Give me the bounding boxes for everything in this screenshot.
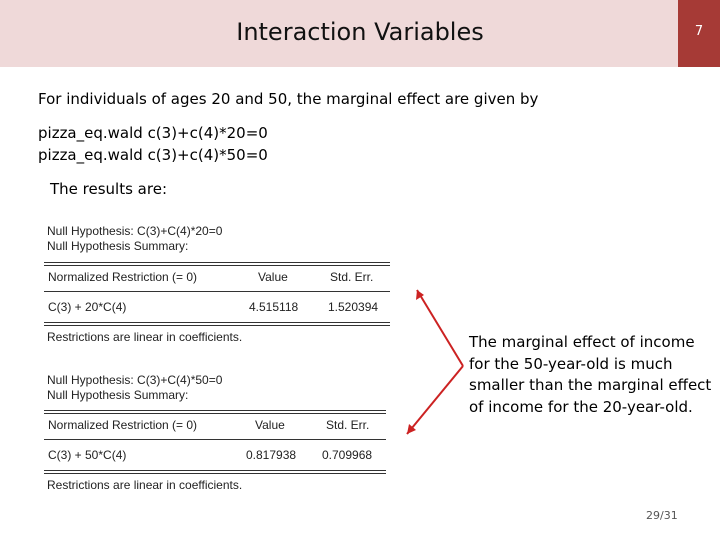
stderr-cell: 0.709968	[322, 448, 373, 462]
restriction-note: Restrictions are linear in coefficients.	[47, 330, 243, 344]
value-cell: 4.515118	[249, 300, 299, 314]
stderr-cell: 1.520394	[328, 300, 379, 314]
code-line-2: pizza_eq.wald c(3)+c(4)*50=0	[38, 146, 268, 164]
table-rule	[44, 262, 390, 263]
table-rule	[44, 325, 390, 326]
hypothesis-summary-label: Null Hypothesis Summary:	[47, 239, 189, 253]
restriction-cell: C(3) + 20*C(4)	[48, 300, 127, 314]
arrow-to-table-2	[407, 366, 463, 434]
null-hypothesis: Null Hypothesis: C(3)+C(4)*20=0	[47, 224, 223, 238]
results-label: The results are:	[50, 180, 167, 198]
restriction-cell: C(3) + 50*C(4)	[48, 448, 127, 462]
table-rule	[44, 265, 390, 266]
column-header-stderr: Std. Err.	[330, 270, 374, 284]
page-number: 7	[694, 24, 704, 39]
column-header-value: Value	[255, 418, 285, 432]
column-header-restriction: Normalized Restriction (= 0)	[48, 418, 198, 432]
callout-text: The marginal effect of income for the 50-year-old is much smaller than the marginal effect of income for the 20-year-old.	[469, 333, 712, 416]
slide-title: Interaction Variables	[236, 18, 484, 46]
table-rule	[44, 413, 386, 414]
pointer-arrows	[395, 282, 470, 442]
intro-text: For individuals of ages 20 and 50, the marginal effect are given by	[38, 90, 539, 108]
hypothesis-summary-label: Null Hypothesis Summary:	[47, 388, 189, 402]
column-header-restriction: Normalized Restriction (= 0)	[48, 270, 198, 284]
arrow-to-table-1	[417, 290, 463, 366]
code-line-1: pizza_eq.wald c(3)+c(4)*20=0	[38, 124, 268, 142]
table-rule	[44, 473, 386, 474]
table-rule	[44, 291, 390, 292]
column-header-value: Value	[258, 270, 288, 284]
table-rule	[44, 439, 386, 440]
column-header-stderr: Std. Err.	[326, 418, 370, 432]
table-rule	[44, 322, 390, 323]
null-hypothesis: Null Hypothesis: C(3)+C(4)*50=0	[47, 373, 223, 387]
slide-counter: 29/31	[646, 509, 678, 522]
value-cell: 0.817938	[246, 448, 297, 462]
table-rule	[44, 410, 386, 411]
table-rule	[44, 470, 386, 471]
restriction-note: Restrictions are linear in coefficients.	[47, 478, 243, 492]
